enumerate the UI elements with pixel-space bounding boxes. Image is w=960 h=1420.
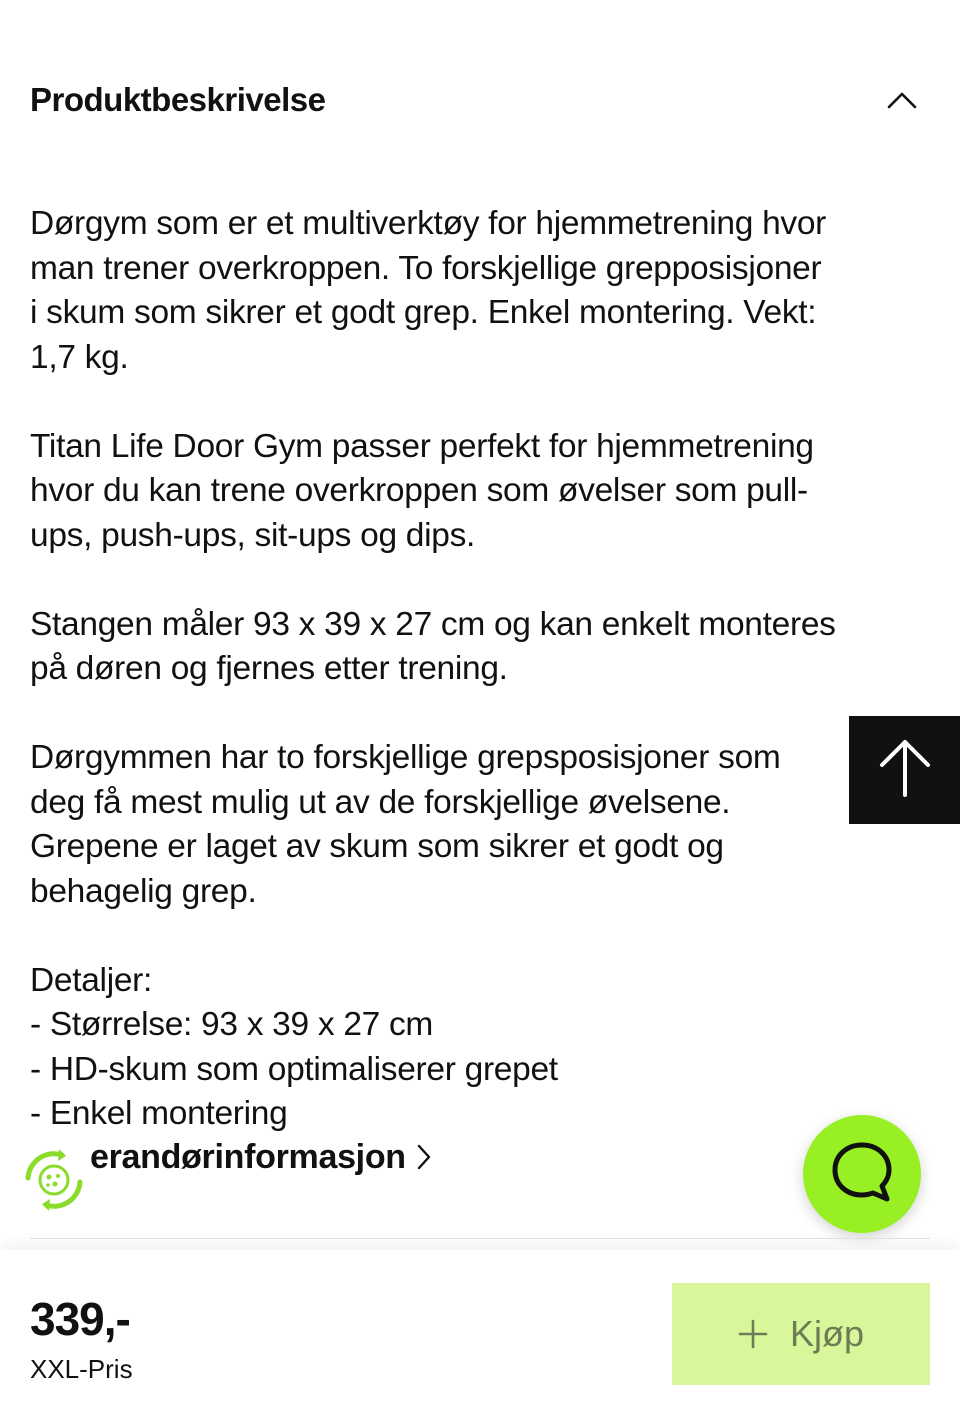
- details-item: - Enkel montering: [30, 1095, 288, 1132]
- description-line: hvor du kan trene overkroppen som øvelser som pull-: [30, 472, 808, 509]
- section-title: Produktbeskrivelse: [30, 81, 326, 118]
- buy-button[interactable]: [672, 1283, 930, 1385]
- description-paragraph: [30, 603, 925, 692]
- supplier-info-link[interactable]: [30, 1132, 432, 1182]
- description-paragraph: [30, 425, 925, 559]
- price: 339,-: [30, 1293, 130, 1345]
- supplier-info-label: erandørinformasjon: [90, 1137, 406, 1176]
- description-line: i skum som sikrer et godt grep. Enkel montering. Vekt:: [30, 294, 817, 331]
- chat-bubble-icon: [829, 1139, 895, 1210]
- details-item: - Størrelse: 93 x 39 x 27 cm: [30, 1006, 434, 1043]
- chevron-up-icon[interactable]: [882, 80, 922, 120]
- description-line: ups, push-ups, sit-ups og dips.: [30, 516, 476, 554]
- description-line: på døren og fjernes etter trening.: [30, 650, 508, 687]
- description-line: 1,7 kg.: [30, 338, 129, 376]
- description-line: Dørgym som er et multiverktøy for hjemmetrening hvor: [30, 205, 827, 242]
- details-list: [30, 959, 925, 1137]
- description-line: Grepene er laget av skum som sikrer et godt og: [30, 828, 724, 865]
- divider: [30, 1238, 930, 1239]
- buy-button-label: Kjøp: [789, 1313, 865, 1354]
- chevron-right-icon: [416, 1143, 432, 1171]
- details-item: - HD-skum som optimaliserer grepet: [30, 1050, 558, 1088]
- plus-icon: [738, 1319, 768, 1349]
- price-label: XXL-Pris: [30, 1354, 133, 1384]
- description-line: Dørgymmen har to forskjellige grepsposisjoner som: [30, 739, 781, 776]
- product-description-header[interactable]: [30, 62, 930, 138]
- description-line: Stangen måler 93 x 39 x 27 cm og kan enkelt monteres: [30, 605, 836, 643]
- description-paragraph: [30, 202, 925, 380]
- description-line: man trener overkroppen. To forskjellige grepposisjoner: [30, 249, 822, 287]
- recycle-badge-icon[interactable]: [18, 1144, 90, 1216]
- description-line: deg få mest mulig ut av de forskjellige øvelsene.: [30, 783, 731, 821]
- scroll-to-top-button[interactable]: [849, 716, 960, 824]
- chat-button[interactable]: [803, 1115, 921, 1233]
- description-line: behagelig grep.: [30, 872, 257, 910]
- purchase-bar: [0, 1250, 960, 1420]
- arrow-up-icon: [877, 737, 933, 804]
- product-description: [30, 202, 925, 1137]
- details-heading: Detaljer:: [30, 961, 153, 999]
- description-line: Titan Life Door Gym passer perfekt for hjemmetrening: [30, 427, 814, 465]
- description-paragraph: [30, 736, 925, 914]
